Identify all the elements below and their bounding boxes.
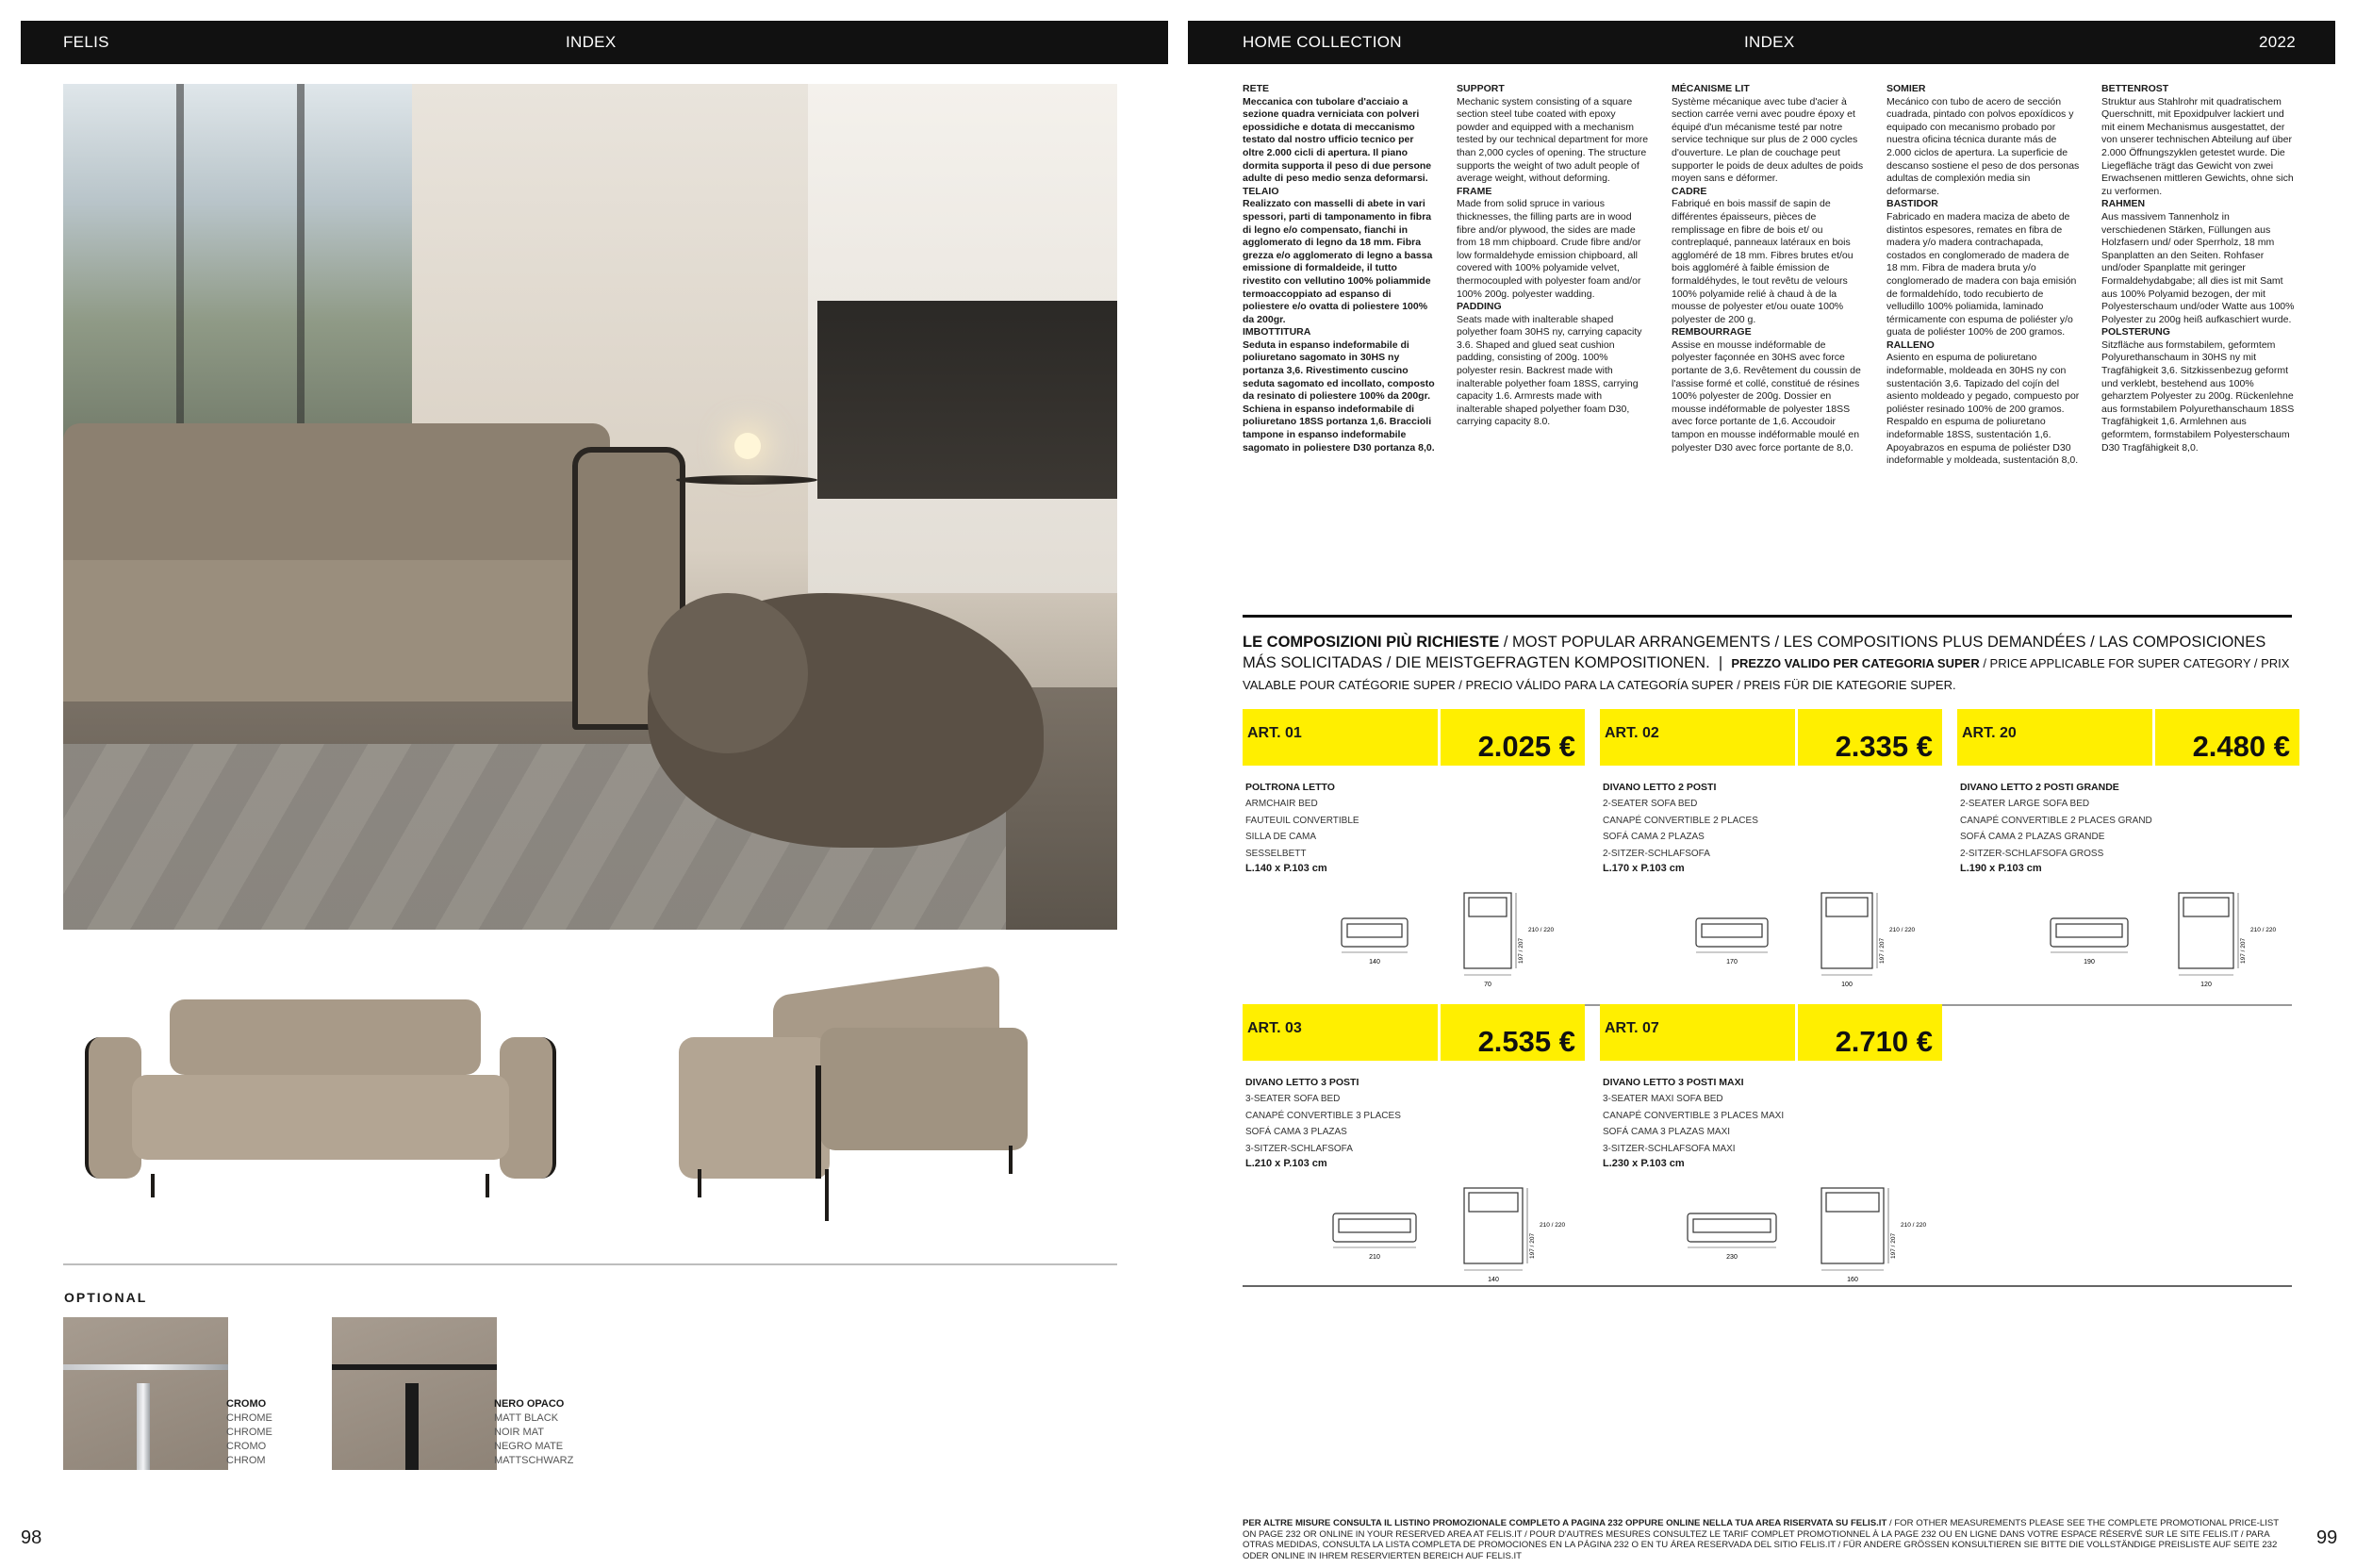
spec-column-english bbox=[1457, 83, 1650, 429]
article-code: ART. 20 bbox=[1962, 725, 2017, 741]
price-bar bbox=[1243, 709, 1585, 766]
product-dimensions: L.170 x P.103 cm bbox=[1603, 863, 1685, 874]
price-bar bbox=[1600, 1004, 1942, 1061]
spec-text: Realizzato con masselli di abete in vari spessori, parti di tamponamento in fibra di legno e/o compensato, fianchi in agglomerato di legno da 18 mm. Fibra grezza e/o agglomerato di legno a bassa emissione di formaldeide, il tutto rivestito con vellutino 100% poliammide termoaccoppiato ad espanso di poliestere e/o ovatta di poliestere 100% da 200gr. bbox=[1243, 198, 1433, 325]
photo-fireplace bbox=[817, 301, 1117, 499]
spec-text: Struktur aus Stahlrohr mit quadratischem Querschnitt, mit Epoxidpulver lackiert und mit einem Mechanismus ausgestattet, der von unserer technischen Abteilung auf über 2.000 Öffnungszyklen getestet wurde. Die Liegefläche trägt das Gewicht von zwei Erwachsenen mittleren Gewichts, ohne sich zu verformen. bbox=[2101, 95, 2294, 197]
compositions-separator: | bbox=[1718, 654, 1723, 671]
product-translation: SESSELBETT bbox=[1245, 848, 1307, 859]
article-code: ART. 07 bbox=[1605, 1020, 1659, 1036]
spec-heading: PADDING bbox=[1457, 301, 1502, 313]
sofa-width-label: 190 bbox=[2084, 959, 2095, 966]
spec-text: Mechanic system consisting of a square section steel tube coated with epoxy powder and equipped with a mechanism tested by our technical department for more than 2,000 cycles of opening. The structure supports the weight of two adult people of average weight, without deforming. bbox=[1457, 95, 1649, 185]
brand-name: FELIS bbox=[63, 33, 109, 51]
page-number-left: 98 bbox=[21, 1527, 42, 1548]
spec-heading: FRAME bbox=[1457, 185, 1492, 197]
product-translation: SOFÁ CAMA 3 PLAZAS bbox=[1245, 1127, 1347, 1137]
bed-length-label: 197 / 207 bbox=[2240, 937, 2247, 964]
spec-text: Asiento en espuma de poliuretano indeformable, moldeada en 30HS ny con sustentación 3,6. Tapizado del cojín del asiento moldeado y pegado, compuesto por poliéster resinado 100% de 200 gramos. Respaldo en espuma de poliuretano indeformable 18SS, sustentación 1,6. Apoyabrazos en espuma de poliéster D30 indeformable y moldeada, sustentación 8,0. bbox=[1886, 352, 2080, 467]
compositions-top-rule bbox=[1243, 615, 2292, 618]
bed-width-label: 100 bbox=[1841, 982, 1853, 988]
sofa-side-view-photo bbox=[660, 971, 1056, 1226]
spec-text: Seats made with inalterable shaped polyether foam 30HS ny, carrying capacity 3.6. Shaped and glued seat cushion padding, consisting of 200g. 100% polyester resin. Backrest made with inalterable polyether foam 18SS, carrying capacity 1.6. Armrests made with inalterable shaped polyether foam D30, carrying capacity 8.0. bbox=[1457, 313, 1642, 428]
footer-note bbox=[1243, 1518, 2292, 1561]
photo-sofa-back bbox=[63, 423, 610, 565]
product-translation: CANAPÉ CONVERTIBLE 2 PLACES bbox=[1603, 815, 1758, 826]
photo-side-table bbox=[676, 475, 817, 485]
open-depth-label: 210 / 220 bbox=[1889, 927, 1916, 933]
product-price: 2.480 € bbox=[2192, 730, 2290, 763]
price-bar bbox=[1243, 1004, 1585, 1061]
bed-length-label: 197 / 207 bbox=[1890, 1232, 1897, 1259]
sofa-width-label: 230 bbox=[1726, 1254, 1738, 1261]
product-price: 2.025 € bbox=[1477, 730, 1575, 763]
spec-heading: REMBOURRAGE bbox=[1672, 326, 1752, 338]
spec-text: Seduta in espanso indeformabile di poliuretano sagomato in 30HS ny portanza 3,6. Rivestimento cuscino seduta sagomato ed incollato, composto da resinato di poliestere 100% da 200gr. Schiena in espanso indeformabile di poliuretano 18SS portanza 1,6. Braccioli tampone in espanso indeformabile sagomato in poliestere D30 portanza 8,0. bbox=[1243, 338, 1435, 454]
article-code: ART. 01 bbox=[1247, 725, 1302, 741]
spec-heading: IMBOTTITURA bbox=[1243, 326, 1311, 338]
product-translation: 2-SEATER LARGE SOFA BED bbox=[1960, 799, 2090, 809]
product-translation: 3-SITZER-SCHLAFSOFA bbox=[1245, 1143, 1353, 1154]
spec-heading: BETTENROST bbox=[2101, 83, 2169, 94]
finish-name: CHROM bbox=[226, 1455, 266, 1466]
product-translation: 2-SITZER-SCHLAFSOFA bbox=[1603, 848, 1710, 859]
spec-text: Meccanica con tubolare d'acciaio a sezione quadra verniciata con polveri epossidiche e dotata di meccanismo testato dal nostro ufficio tecnico per oltre 2.000 cicli di apertura. Il piano dormita supporta il peso di due persone adulte di peso medio senza deformarsi. bbox=[1243, 95, 1432, 185]
compositions-title-bold: LE COMPOSIZIONI PIÙ RICHIESTE bbox=[1243, 634, 1500, 651]
open-depth-label: 210 / 220 bbox=[2250, 927, 2277, 933]
technical-drawing bbox=[1323, 888, 1558, 992]
page-number-right: 99 bbox=[2316, 1527, 2338, 1548]
hero-living-room-photo bbox=[63, 84, 1117, 930]
photo-sofa-seat bbox=[63, 560, 619, 701]
compositions-heading bbox=[1243, 632, 2292, 696]
product-translation: 3-SEATER SOFA BED bbox=[1245, 1094, 1341, 1104]
finish-name: MATTSCHWARZ bbox=[494, 1455, 574, 1466]
finish-black-labels bbox=[494, 1397, 573, 1468]
spec-text: Système mécanique avec tube d'acier à section carrée verni avec poudre époxy et équipé d'un mécanisme testé par notre service technique sur plus de 2 000 cycles d'ouverture. Le plan de couchage peut supporter le poids de deux adultes de poids moyen sans e déformer. bbox=[1672, 95, 1864, 185]
header-bar-right bbox=[1188, 21, 2335, 64]
spec-column-french bbox=[1672, 83, 1865, 454]
bed-width-label: 160 bbox=[1847, 1277, 1858, 1283]
spec-column-spanish bbox=[1886, 83, 2080, 468]
spec-heading: BASTIDOR bbox=[1886, 198, 1938, 210]
technical-drawing bbox=[2037, 888, 2277, 992]
spec-text: Assise en mousse indéformable de polyester façonnée en 30HS avec force portante de 3,6. Revêtement du coussin de l'assise formé et collé, constitué de résines 100% polyester de 200g. Dossier en mousse indéformable de polyester 18SS avec force portante de 1,6. Accoudoir tampon en mousse indéformable moulé en polyester D30 avec force portante de 8,0. bbox=[1672, 338, 1861, 454]
spec-heading: RETE bbox=[1243, 83, 1270, 94]
open-depth-label: 210 / 220 bbox=[1901, 1222, 1927, 1229]
price-note-rest: / PRICE APPLICABLE FOR SUPER CATEGORY / PRIX VALABLE POUR CATÉGORIE SUPER / PRECIO VÁLIDO PARA LA CATEGORÍA SUPER / PREIS FÜR DIE KATEGORIE SUPER. bbox=[1243, 656, 2290, 692]
spec-heading: POLSTERUNG bbox=[2101, 326, 2170, 338]
product-dimensions: L.230 x P.103 cm bbox=[1603, 1158, 1685, 1169]
product-translation: 2-SEATER SOFA BED bbox=[1603, 799, 1698, 809]
product-translation: 3-SITZER-SCHLAFSOFA MAXI bbox=[1603, 1143, 1736, 1154]
price-note-bold: PREZZO VALIDO PER CATEGORIA SUPER bbox=[1731, 656, 1980, 670]
spec-heading: SUPPORT bbox=[1457, 83, 1505, 94]
chrome-leg-swatch bbox=[63, 1317, 228, 1470]
finish-name: NEGRO MATE bbox=[494, 1441, 564, 1452]
price-bar-divider bbox=[1795, 709, 1798, 766]
bed-width-label: 70 bbox=[1484, 982, 1491, 988]
optional-title: OPTIONAL bbox=[64, 1290, 148, 1305]
finish-name: CHROME bbox=[226, 1412, 272, 1424]
collection-name: HOME COLLECTION bbox=[1243, 33, 1402, 51]
finish-title: CROMO bbox=[226, 1398, 267, 1410]
price-bar bbox=[1957, 709, 2299, 766]
product-name: DIVANO LETTO 3 POSTI MAXI bbox=[1603, 1077, 1744, 1088]
footer-note-rest: / FOR OTHER MEASUREMENTS PLEASE SEE THE COMPLETE PROMOTIONAL PRICE-LIST ON PAGE 232 OR ONLINE IN YOUR RESERVED AREA AT FELIS.IT / POUR D'AUTRES MESURES CONSULTEZ LE TARIF COMPLET PROMOTIONNEL À LA PAGE 232 OU EN LIGNE DANS VOTRE ESPACE RÉSERVÉ SUR LE SITE FELIS.IT / PARA OTRAS MEDIDAS, CONSULTA LA LISTA COMPLETA DE PROMOCIONES EN LA PÁGINA 232 O EN TU ÁREA RESERVADA DEL SITIO FELIS.IT / FÜR ANDERE GRÖSSEN KONSULTIEREN SIE BITTE DIE VOLLSTÄNDIGE PREISLISTE AUF SEITE 232 ODER ONLINE IN IHREM RESERVIERTEN BEREICH AUF FELIS.IT bbox=[1243, 1518, 2279, 1561]
compositions-title-rest: / MOST POPULAR ARRANGEMENTS / LES COMPOSITIONS PLUS DEMANDÉES / LAS COMPOSICIONES MÁS SOLICITADAS / DIE MEISTGEFRAGTEN KOMPOSITIONEN. bbox=[1243, 634, 2266, 671]
sofa-width-label: 170 bbox=[1726, 959, 1738, 966]
product-translation: SOFÁ CAMA 2 PLAZAS GRANDE bbox=[1960, 832, 2105, 842]
bed-width-label: 120 bbox=[2200, 982, 2212, 988]
product-dimensions: L.140 x P.103 cm bbox=[1245, 863, 1327, 874]
product-dimensions: L.190 x P.103 cm bbox=[1960, 863, 2042, 874]
product-translation: SOFÁ CAMA 2 PLAZAS bbox=[1603, 832, 1705, 842]
product-name: DIVANO LETTO 2 POSTI bbox=[1603, 782, 1717, 793]
article-code: ART. 03 bbox=[1247, 1020, 1302, 1036]
article-code: ART. 02 bbox=[1605, 725, 1659, 741]
open-depth-label: 210 / 220 bbox=[1528, 927, 1555, 933]
spec-heading: CADRE bbox=[1672, 185, 1707, 197]
header-bar-left bbox=[21, 21, 1168, 64]
sofa-width-label: 210 bbox=[1369, 1254, 1380, 1261]
finish-name: NOIR MAT bbox=[494, 1427, 544, 1438]
finish-title: NERO OPACO bbox=[494, 1398, 565, 1410]
spec-text: Mecánico con tubo de acero de sección cuadrada, pintado con polvos epoxídicos y equipado con mecanismo probado por nuestra oficina técnica durante más de 2.000 ciclos de apertura. La superficie de descanso sostiene el peso de dos personas adultas de complexión media sin deformarse. bbox=[1886, 95, 2080, 197]
spec-text: Sitzfläche aus formstabilem, geformtem Polyurethanschaum in 30HS ny mit Tragfähigkeit 3,6. Sitzkissenbezug geformt und verklebt, bestehend aus 100% geharztem Polyester zu 200g. Rückenlehne aus formstabilem Polyurethanschaum 18SS Tragfähigkeit 1,6. Armlehnen aus geformtem, formstabilem Polyesterschaum D30 Tragfähigkeit 8,0. bbox=[2101, 338, 2295, 454]
product-translation: CANAPÉ CONVERTIBLE 3 PLACES bbox=[1245, 1110, 1401, 1121]
spec-text: Fabricado en madera maciza de abeto de distintos espesores, remates en fibra de madera y/o madera contrachapada, costados en conglomerado de madera de 18 mm. Fibra de madera bruta y/o conglomerado de madera con baja emisión de formaldehído, todo recubierto de velludillo 100% poliamida, laminado térmicamente con espuma de poliéster y/o guata de poliéster 100% de 200 gramos. bbox=[1886, 210, 2077, 338]
header-section-right: INDEX bbox=[1744, 33, 1795, 51]
spec-text: Aus massivem Tannenholz in verschiedenen Stärken, Füllungen aus Holzfasern und/ oder Sperrholz, 18 mm Spanplatten an den Seiten. Rohfaser und/oder Spanplatte mit geringer Formaldehydabgabe; all dies ist mit Samt aus 100% Polyamid bezogen, der mit Polyesterschaum und/oder Watte aus 100% Polyester zu 200g heiß aufkaschiert wurde. bbox=[2101, 210, 2295, 325]
product-dimensions: L.210 x P.103 cm bbox=[1245, 1158, 1327, 1169]
product-name: DIVANO LETTO 2 POSTI GRANDE bbox=[1960, 782, 2119, 793]
photo-lamp bbox=[734, 433, 761, 459]
finish-name: CROMO bbox=[226, 1441, 267, 1452]
price-bar-divider bbox=[1795, 1004, 1798, 1061]
sofa-front-view-photo bbox=[85, 981, 556, 1197]
spec-heading: TELAIO bbox=[1243, 185, 1279, 197]
product-name: POLTRONA LETTO bbox=[1245, 782, 1335, 793]
product-translation: FAUTEUIL CONVERTIBLE bbox=[1245, 815, 1359, 826]
photo-dog-head bbox=[648, 593, 808, 753]
technical-drawing bbox=[1680, 1183, 1927, 1287]
technical-drawing bbox=[1680, 888, 1916, 992]
spec-column-italian bbox=[1243, 83, 1436, 454]
price-bar-divider bbox=[1438, 709, 1441, 766]
price-bar bbox=[1600, 709, 1942, 766]
product-price: 2.710 € bbox=[1835, 1025, 1933, 1058]
spec-heading: MÉCANISME LIT bbox=[1672, 83, 1750, 94]
spec-heading: RAHMEN bbox=[2101, 198, 2146, 210]
product-name: DIVANO LETTO 3 POSTI bbox=[1245, 1077, 1359, 1088]
sofa-width-label: 140 bbox=[1369, 959, 1380, 966]
product-translation: CANAPÉ CONVERTIBLE 2 PLACES GRAND bbox=[1960, 815, 2152, 826]
price-bar-divider bbox=[1438, 1004, 1441, 1061]
product-translation: 3-SEATER MAXI SOFA BED bbox=[1603, 1094, 1723, 1104]
product-translation: SILLA DE CAMA bbox=[1245, 832, 1317, 842]
section-divider-left bbox=[63, 1263, 1117, 1265]
header-year: 2022 bbox=[2259, 33, 2297, 51]
bed-length-label: 197 / 207 bbox=[1879, 937, 1886, 964]
finish-name: MATT BLACK bbox=[494, 1412, 559, 1424]
bed-length-label: 197 / 207 bbox=[1529, 1232, 1536, 1259]
technical-drawing bbox=[1323, 1183, 1566, 1287]
product-translation: 2-SITZER-SCHLAFSOFA GROSS bbox=[1960, 848, 2104, 859]
spec-heading: SOMIER bbox=[1886, 83, 1926, 94]
black-leg-swatch bbox=[332, 1317, 497, 1470]
finish-name: CHROME bbox=[226, 1427, 272, 1438]
spec-text: Fabriqué en bois massif de sapin de différentes épaisseurs, pièces de remplissage en fibre de bois et/ ou contreplaqué, panneaux latéraux en bois aggloméré de 18 mm. Fibres brutes et/ou bois aggloméré à faible émission de formaldéhydes, le tout revêtu de velours 100% polyamide relié à chaud à de la mousse de polyester et/ou ouate 100% polyester de 200 g. bbox=[1672, 198, 1853, 325]
product-translation: SOFÁ CAMA 3 PLAZAS MAXI bbox=[1603, 1127, 1731, 1137]
spec-column-german bbox=[2101, 83, 2295, 454]
cards-bottom-rule bbox=[1243, 1285, 2292, 1287]
photo-window bbox=[63, 84, 412, 480]
price-bar-divider bbox=[2152, 709, 2155, 766]
product-translation: CANAPÉ CONVERTIBLE 3 PLACES MAXI bbox=[1603, 1110, 1785, 1121]
bed-width-label: 140 bbox=[1488, 1277, 1499, 1283]
header-section-left: INDEX bbox=[566, 33, 617, 51]
spec-text: Made from solid spruce in various thicknesses, the filling parts are in wood fibre and/or plywood, the sides are made from 18 mm chipboard. Crude fibre and/or low formaldehyde emission chipboard, all covered with 100% polyamide velvet, thermocoupled with polyester foam and/or 100% 200g. polyester wadding. bbox=[1457, 198, 1641, 300]
product-price: 2.335 € bbox=[1835, 730, 1933, 763]
product-price: 2.535 € bbox=[1477, 1025, 1575, 1058]
footer-note-bold: PER ALTRE MISURE CONSULTA IL LISTINO PROMOZIONALE COMPLETO A PAGINA 232 OPPURE ONLINE NELLA TUA AREA RISERVATA SU FELIS.IT bbox=[1243, 1518, 1887, 1528]
open-depth-label: 210 / 220 bbox=[1540, 1222, 1566, 1229]
bed-length-label: 197 / 207 bbox=[1518, 937, 1524, 964]
product-translation: ARMCHAIR BED bbox=[1245, 799, 1318, 809]
spec-heading: RALLENO bbox=[1886, 338, 1935, 351]
finish-chrome-labels bbox=[226, 1397, 272, 1468]
